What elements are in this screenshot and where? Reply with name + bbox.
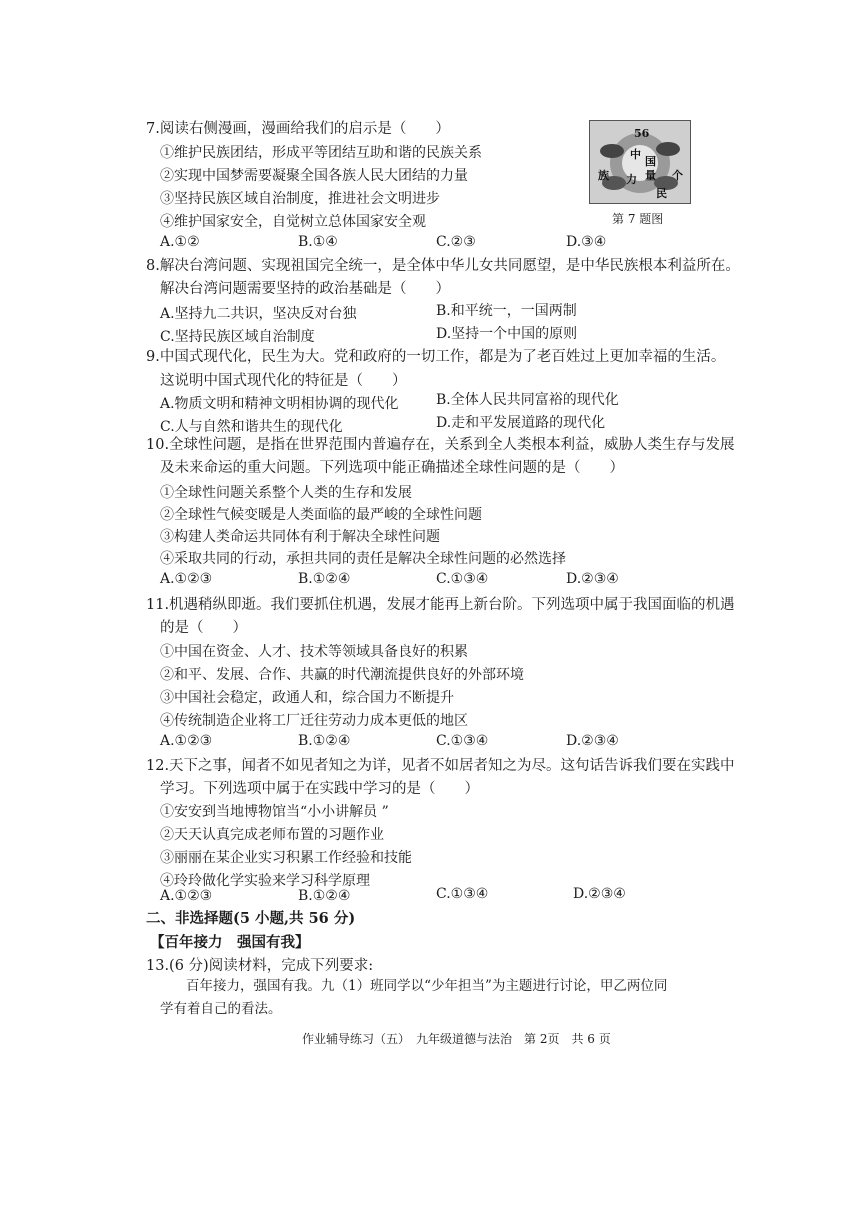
q11-stem-line1: 11.机遇稍纵即逝。我们要抓住机遇，发展才能再上新台阶。下列选项中属于我国面临的机遇 <box>146 597 735 613</box>
q12-statement-4: ④玲玲做化学实验来学习科学原理 <box>160 873 370 889</box>
q12-choice-d: D.②③④ <box>573 886 626 902</box>
q11-statement-1: ①中国在资金、人才、技术等领域具备良好的积累 <box>160 644 468 660</box>
q9-choice-c: C.人与自然和谐共生的现代化 <box>160 419 343 435</box>
q8-choice-c: C.坚持民族区域自治制度 <box>160 329 315 345</box>
q13-material-line1: 百年接力，强国有我。九（1）班同学以“少年担当”为主题进行讨论，甲乙两位同 <box>186 978 668 994</box>
q12-choice-a: A.①②③ <box>160 888 213 904</box>
q7-cartoon-figure <box>589 120 691 204</box>
q8-choice-b: B.和平统一，一国两制 <box>436 303 577 319</box>
q10-statement-4: ④采取共同的行动，承担共同的责任是解决全球性问题的必然选择 <box>160 551 566 567</box>
q11-statement-3: ③中国社会稳定，政通人和，综合国力不断提升 <box>160 690 454 706</box>
q12-stem-line1: 12.天下之事，闻者不如见者知之为详，见者不如居者知之为尽。这句话告诉我们要在实践中 <box>146 758 735 774</box>
q11-choice-a: A.①②③ <box>160 733 213 749</box>
q12-choice-b: B.①②④ <box>298 888 351 904</box>
q10-choice-b: B.①②④ <box>298 571 351 587</box>
q7-statement-2: ②实现中国梦需要凝聚全国各族人民大团结的力量 <box>160 168 468 184</box>
q11-choice-c: C.①③④ <box>436 733 489 749</box>
q7-choice-d: D.③④ <box>566 234 607 250</box>
q12-choice-c: C.①③④ <box>436 886 489 902</box>
q12-statement-3: ③丽丽在某企业实习积累工作经验和技能 <box>160 850 412 866</box>
q10-choice-a: A.①②③ <box>160 571 213 587</box>
q7-choice-a: A.①② <box>160 234 200 250</box>
q9-choice-b: B.全体人民共同富裕的现代化 <box>436 392 619 408</box>
q7-stem: 7.阅读右侧漫画，漫画给我们的启示是（ ） <box>146 121 450 137</box>
q10-choice-c: C.①③④ <box>436 571 489 587</box>
q11-choice-d: D.②③④ <box>566 733 619 749</box>
q9-choice-d: D.走和平发展道路的现代化 <box>436 415 606 431</box>
q7-choice-c: C.②③ <box>436 234 476 250</box>
figure-word-guo: 国 <box>645 155 656 168</box>
q8-choice-d: D.坚持一个中国的原则 <box>436 326 578 342</box>
q7-figure-caption: 第 7 题图 <box>612 212 664 226</box>
section2-subheading: 【百年接力 强国有我】 <box>150 934 310 951</box>
q12-statement-2: ②天天认真完成老师布置的习题作业 <box>160 827 384 843</box>
figure-word-ge: 个 <box>672 169 683 182</box>
figure-word-li: 力 <box>626 173 637 186</box>
q8-stem-line2: 解决台湾问题需要坚持的政治基础是（ ） <box>160 281 450 297</box>
q8-choice-a: A.坚持九二共识，坚决反对台独 <box>160 306 357 322</box>
q11-statement-4: ④传统制造企业将工厂迁往劳动力成本更低的地区 <box>160 713 468 729</box>
q11-statement-2: ②和平、发展、合作、共赢的时代潮流提供良好的外部环境 <box>160 667 524 683</box>
figure-word-zhong: 中 <box>630 148 641 161</box>
q7-statement-1: ①维护民族团结，形成平等团结互助和谐的民族关系 <box>160 145 482 161</box>
q9-choice-a: A.物质文明和精神文明相协调的现代化 <box>160 396 399 412</box>
q10-statement-1: ①全球性问题关系整个人类的生存和发展 <box>160 485 412 501</box>
figure-word-56: 56 <box>634 127 650 140</box>
q11-choice-b: B.①②④ <box>298 733 351 749</box>
figure-word-liang: 量 <box>645 169 656 182</box>
q12-statement-1: ①安安到当地博物馆当“小小讲解员 ” <box>160 804 389 820</box>
q7-statement-4: ④维护国家安全，自觉树立总体国家安全观 <box>160 214 426 230</box>
q7-statement-3: ③坚持民族区域自治制度，推进社会文明进步 <box>160 191 440 207</box>
q9-stem-line1: 9.中国式现代化，民生为大。党和政府的一切工作，都是为了老百姓过上更加幸福的生活。 <box>146 349 726 365</box>
q10-stem-line2: 及未来命运的重大问题。下列选项中能正确描述全球性问题的是（ ） <box>160 460 624 476</box>
section2-heading: 二、非选择题(5 小题,共 56 分) <box>146 910 356 927</box>
q10-statement-2: ②全球性气候变暖是人类面临的最严峻的全球性问题 <box>160 507 482 523</box>
q7-choice-b: B.①④ <box>298 234 338 250</box>
q11-stem-line2: 的是（ ） <box>160 620 247 636</box>
q9-stem-line2: 这说明中国式现代化的特征是（ ） <box>160 373 407 389</box>
q10-choice-d: D.②③④ <box>566 571 619 587</box>
q8-stem-line1: 8.解决台湾问题、实现祖国完全统一，是全体中华儿女共同愿望，是中华民族根本利益所在。 <box>146 258 740 274</box>
q10-statement-3: ③构建人类命运共同体有利于解决全球性问题 <box>160 529 440 545</box>
q13-material-line2: 学有着自己的看法。 <box>160 1001 282 1017</box>
figure-word-min: 民 <box>656 187 667 200</box>
q10-stem-line1: 10.全球性问题，是指在世界范围内普遍存在，关系到全人类根本利益，威胁人类生存与发展 <box>146 437 735 453</box>
figure-word-zu: 族 <box>598 169 609 182</box>
page-footer: 作业辅导练习（五） 九年级道德与法治 第 2页 共 6 页 <box>302 1032 611 1046</box>
q13-stem: 13.(6 分)阅读材料，完成下列要求: <box>146 958 374 974</box>
q12-stem-line2: 学习。下列选项中属于在实践中学习的是（ ） <box>160 781 479 797</box>
